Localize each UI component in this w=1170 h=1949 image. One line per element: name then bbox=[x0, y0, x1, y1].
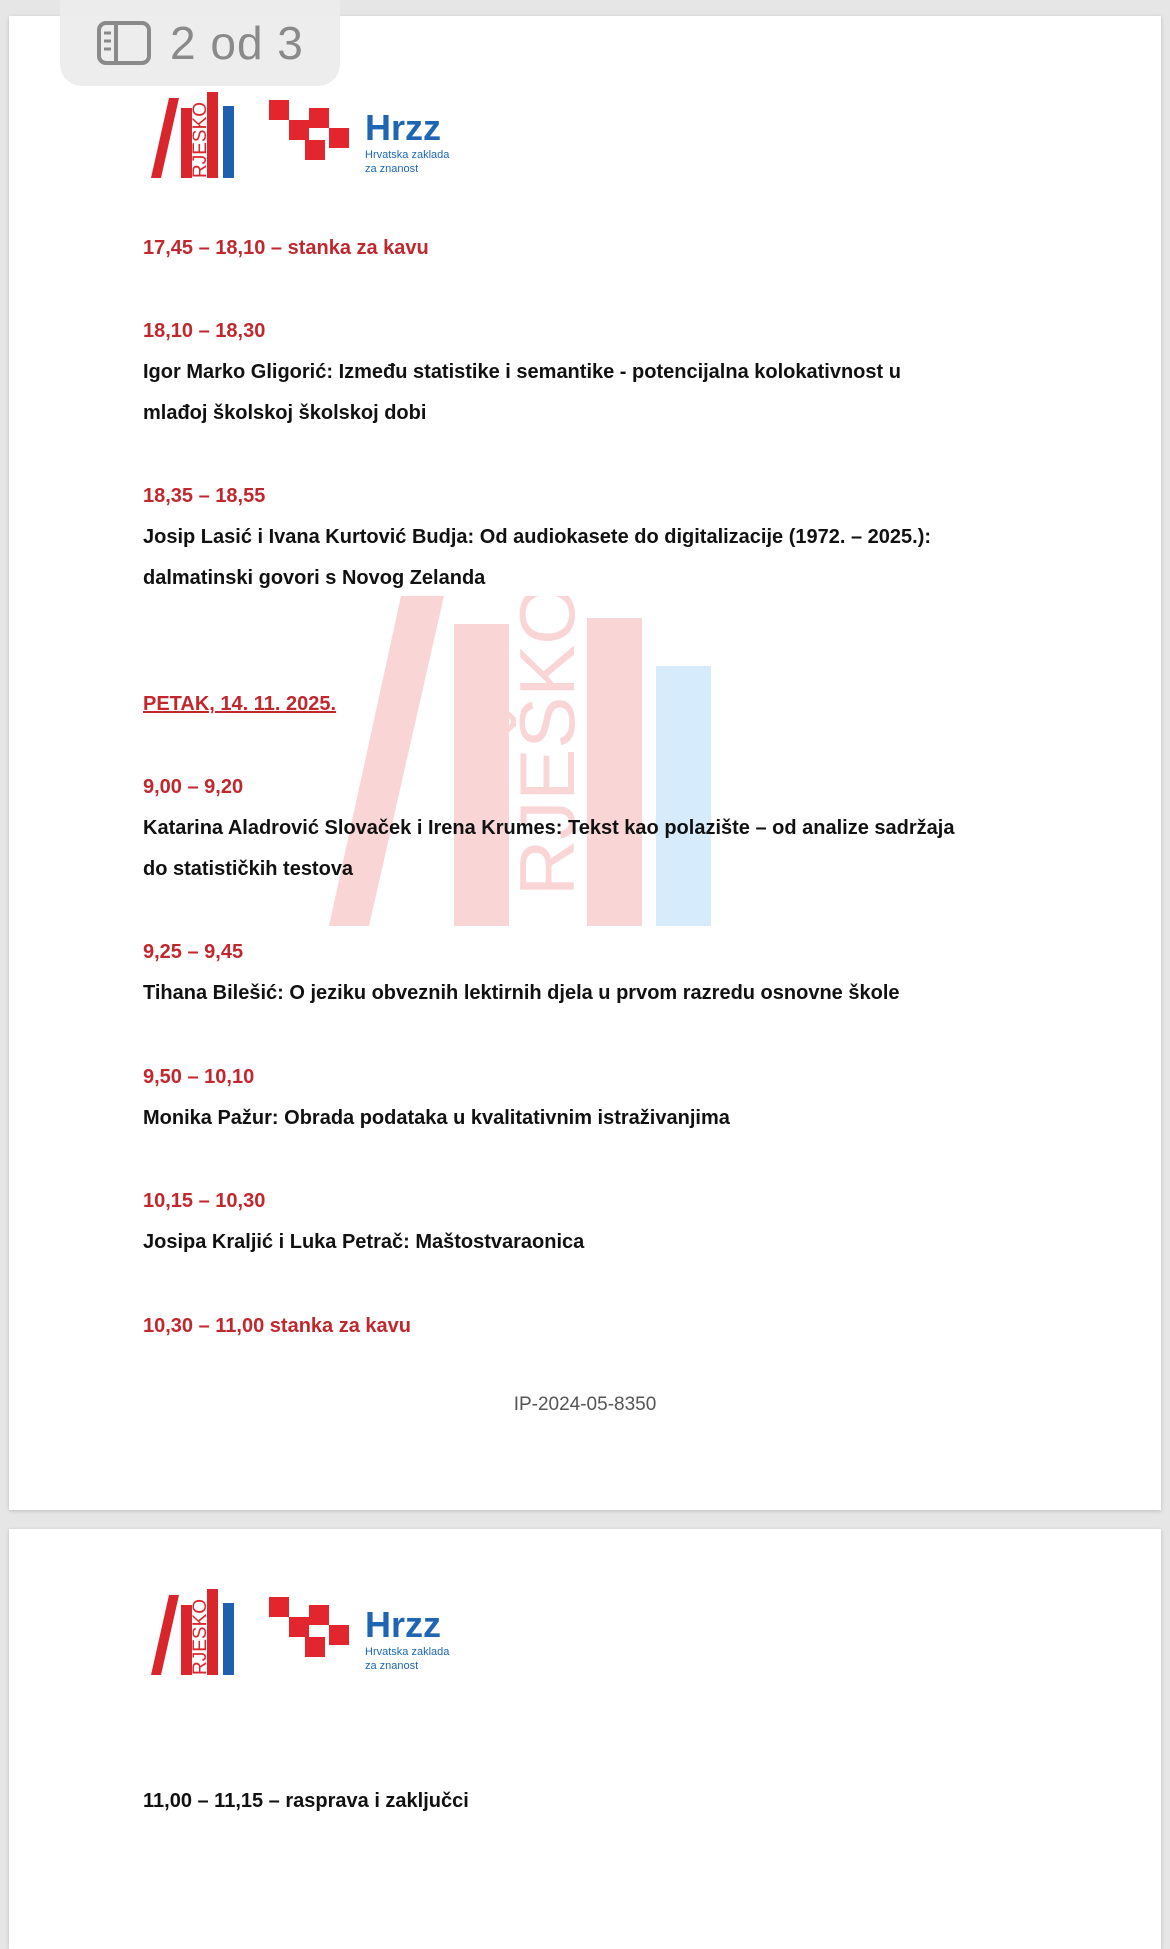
session-title: Monika Pažur: Obrada podataka u kvalitativnim istraživanjima bbox=[143, 1107, 730, 1129]
page-indicator[interactable] bbox=[60, 0, 340, 86]
session-time: 9,50 – 10,10 bbox=[143, 1066, 255, 1088]
session-time: 18,35 – 18,55 bbox=[143, 485, 266, 507]
document-page-2 bbox=[9, 16, 1161, 1510]
hrzz-logo-sub1: Hrvatska zaklada bbox=[365, 1646, 450, 1658]
session-title-cont: dalmatinski govori s Novog Zelanda bbox=[143, 567, 486, 589]
rjesko-watermark bbox=[329, 596, 789, 976]
break-coffee-2: 10,30 – 11,00 stanka za kavu bbox=[143, 1315, 411, 1337]
session-time: 9,25 – 9,45 bbox=[143, 941, 244, 963]
project-code: IP-2024-05-8350 bbox=[513, 1394, 657, 1415]
session-title: Josip Lasić i Ivana Kurtović Budja: Od audiokasete do digitalizacije (1972. – 2025.): bbox=[143, 526, 932, 548]
rjesko-logo-text: RJEŠKO bbox=[190, 101, 211, 178]
hrzz-logo-sub2: za znanost bbox=[365, 1660, 419, 1672]
hrzz-logo bbox=[269, 1589, 479, 1679]
document-page-3 bbox=[9, 1529, 1161, 1949]
session-time: 9,00 – 9,20 bbox=[143, 776, 244, 798]
session-title-cont: do statističkih testova bbox=[143, 858, 354, 880]
page-counter: 2 od 3 bbox=[170, 17, 304, 69]
sidebar-icon[interactable] bbox=[96, 20, 152, 66]
hrzz-logo-sub2: za znanost bbox=[365, 163, 419, 175]
watermark-text: RJEŠKO bbox=[503, 596, 591, 896]
hrzz-logo-title: Hrzz bbox=[365, 107, 442, 148]
hrzz-logo-title: Hrzz bbox=[365, 1604, 442, 1645]
hrzz-logo bbox=[269, 92, 479, 182]
session-title: Josipa Kraljić i Luka Petrač: Maštostvaraonica bbox=[143, 1231, 585, 1253]
session-title: Tihana Bilešić: O jeziku obveznih lektirnih djela u prvom razredu osnovne škole bbox=[143, 982, 900, 1004]
closing-session: 11,00 – 11,15 – rasprava i zaključci bbox=[143, 1790, 469, 1812]
session-time: 10,15 – 10,30 bbox=[143, 1190, 266, 1212]
header-logos bbox=[149, 86, 479, 186]
day-heading: PETAK, 14. 11. 2025. bbox=[143, 693, 337, 715]
session-title-cont: mlađoj školskoj školskoj dobi bbox=[143, 402, 427, 424]
session-title: Katarina Aladrović Slovaček i Irena Krumes: Tekst kao polazište – od analize sadržaja bbox=[143, 817, 955, 839]
hrzz-logo-sub1: Hrvatska zaklada bbox=[365, 149, 450, 161]
rjesko-logo bbox=[149, 86, 259, 186]
header-logos bbox=[149, 1583, 479, 1683]
session-time: 18,10 – 18,30 bbox=[143, 320, 266, 342]
session-title: Igor Marko Gligorić: Između statistike i semantike - potencijalna kolokativnost u bbox=[143, 361, 901, 383]
rjesko-logo-text: RJEŠKO bbox=[190, 1598, 211, 1675]
rjesko-logo bbox=[149, 1583, 259, 1683]
break-coffee-1: 17,45 – 18,10 – stanka za kavu bbox=[143, 237, 429, 259]
